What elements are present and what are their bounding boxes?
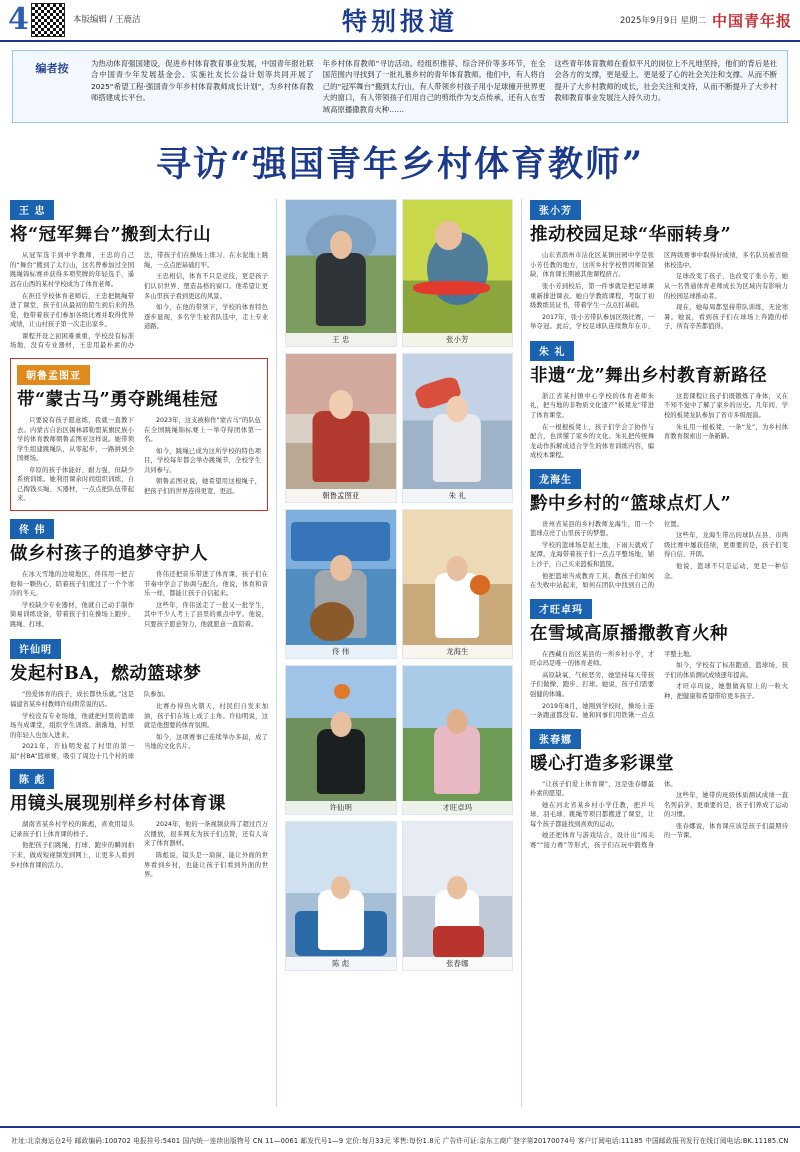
paragraph: 贵州省某县的乡村教师龙海生，用一个篮球点亮了山里孩子的梦想。 bbox=[530, 520, 654, 538]
article-body bbox=[10, 251, 268, 351]
article-zhangchunna bbox=[530, 728, 788, 851]
paragraph: 2019年8月，她刚到学校时，操场上连一条跑道都没有。她和同事们用铁锹一点点平整土地。 bbox=[530, 650, 696, 720]
left-column bbox=[10, 199, 268, 1107]
photo-row-5 bbox=[285, 821, 513, 971]
paragraph: 湖南省某乡村学校的陈彪，喜欢用镜头记录孩子们上体育课的样子。 bbox=[10, 821, 134, 838]
article-xuxianming bbox=[10, 638, 268, 761]
article-tongwei bbox=[10, 518, 268, 631]
paragraph: 在担任学校体育老师后，王忠把跳绳带进了课堂，孩子们从最初的陌生到后来的热爱，他带着孩子们参加各级比赛并取得优异成绩，让山村孩子第一次走出家乡。 bbox=[10, 292, 134, 329]
paragraph: 朝鲁孟图亚说，她希望用这根绳子，把孩子们的世界连得更宽、更远。 bbox=[144, 478, 261, 495]
paragraph: 张春娜说，体育课应该是孩子们最期待的一节课。 bbox=[664, 822, 788, 840]
column-divider bbox=[521, 199, 522, 1107]
paragraph: “让孩子们爱上体育课”，这是张春娜最朴素的愿望。 bbox=[530, 780, 654, 798]
byline-tag: 龙海生 bbox=[530, 469, 581, 489]
paragraph: 他说，篮球不只是运动，更是一种信念。 bbox=[664, 563, 788, 580]
article-columns bbox=[0, 199, 800, 1107]
article-title: 将“冠军舞台”搬到太行山 bbox=[10, 225, 212, 246]
article-title: 暖心打造多彩课堂 bbox=[530, 753, 674, 774]
article-wangzhong bbox=[10, 199, 268, 351]
byline-tag: 佟 伟 bbox=[10, 519, 54, 539]
paragraph: 从冠军选手到中学教师，王忠的自己的“舞台”搬到了太行山，这名曾参加过全国跳绳锦标赛并获得多项奖牌的年轻选手，遥远在山西的某村学校成为了体育老师。 bbox=[10, 252, 134, 289]
paragraph: 2017年，张小芳带队参加区级比赛，一举夺冠。此后，学校足球队连续数年在市、区两级赛事中取得好成绩，多名队员被省级体校选中。 bbox=[530, 252, 788, 331]
paragraph: 山东省滨州市沾化区某镇田园中学是张小芳任教的地方，这所乡村学校曾因师资紧缺，体育课长期被其他课程挤占。 bbox=[530, 252, 654, 279]
photo-caption: 朱 礼 bbox=[403, 489, 513, 502]
paragraph: 如今，跳绳已成为这所学校的特色项目，学校每年都会举办跳绳节，全校学生共同参与。 bbox=[144, 447, 261, 474]
byline-tag: 才旺卓玛 bbox=[530, 599, 592, 619]
article-body bbox=[10, 820, 268, 879]
paragraph: 在一根根板凳上，孩子们学会了协作与配合，也读懂了家乡的文化。朱礼把传统舞龙动作拆解成适合学生的体育训练内容，编成校本课程。 bbox=[530, 423, 654, 460]
photo-tongwei bbox=[285, 509, 397, 659]
paragraph: 比赛办得热火朝天，村民们自发来加油，孩子们在场上成了主角。许仙明说，这就是他想要的体育氛围。 bbox=[144, 702, 268, 730]
article-title: 黔中乡村的“篮球点灯人” bbox=[530, 493, 732, 514]
byline-tag: 朝鲁孟图亚 bbox=[17, 365, 90, 385]
byline-tag: 王 忠 bbox=[10, 200, 54, 220]
paragraph: 学校的篮球场是泥土地，下雨天就成了泥潭。龙海带着孩子们一点点平整场地，铺上沙子，自己买来篮板和篮筐。 bbox=[530, 541, 654, 569]
paragraph: 她在河北省某乡村小学任教，把乒乓球、羽毛球、跳绳等项目都搬进了课堂，让每个孩子都能找到喜欢的运动。 bbox=[530, 801, 654, 828]
paragraph: 这套课程让孩子们既锻炼了身体，又在不知不觉中了解了家乡的历史。几年间，学校的板凳龙队参加了省市多级展演。 bbox=[664, 392, 788, 419]
paragraph: 她还把体育与游戏结合，设计出“闯关赛”“接力赛”等形式，孩子们在玩中锻炼身体。 bbox=[530, 780, 677, 850]
right-column bbox=[530, 199, 788, 1107]
photo-caption: 龙海生 bbox=[403, 645, 513, 658]
photo-cairangzhuoma bbox=[402, 665, 514, 815]
paragraph: 如今，学校有了标准跑道、篮球场，孩子们的体质测试成绩逐年提高。 bbox=[664, 662, 788, 679]
paragraph: 这些年，龙海生带出的球队在县、市两级比赛中屡获佳绩，更重要的是，孩子们变得自信、开朗。 bbox=[664, 532, 788, 559]
article-body bbox=[530, 780, 788, 851]
byline-tag: 陈 彪 bbox=[10, 769, 54, 789]
photo-chaolumengtuya bbox=[285, 353, 397, 503]
photo-caption: 才旺卓玛 bbox=[403, 801, 513, 814]
section-title: 特别报道 bbox=[341, 7, 458, 36]
paragraph: 在西藏自治区某县的一所乡村小学，才旺卓玛是唯一的体育老师。 bbox=[530, 650, 654, 668]
article-cairangzhuoma bbox=[530, 598, 788, 721]
photo-caption: 朝鲁孟图亚 bbox=[286, 489, 396, 502]
article-body bbox=[530, 650, 788, 721]
photo-wangzhong bbox=[285, 199, 397, 347]
photo-caption: 佟 伟 bbox=[286, 645, 396, 658]
editor-note bbox=[12, 50, 788, 123]
paragraph: 学校缺少专业器材，他就自己动手制作简易训练设备，带着孩子们在操场上跑步、跳绳、打球。 bbox=[10, 601, 134, 628]
article-title: 带“蒙古马”勇夺跳绳桂冠 bbox=[17, 389, 219, 410]
photo-zhangchunna bbox=[402, 821, 514, 971]
paragraph: “热爱体育的孩子，成长都快乐就。”这是福建省某乡村教师许仙明常说的话。 bbox=[10, 691, 134, 708]
paragraph: 朱礼用一根板凳、一条“龙”，为乡村体育教育探索出一条新路。 bbox=[664, 423, 788, 441]
page-headline: 寻访“强国青年乡村体育教师” bbox=[155, 144, 645, 186]
editor-note-label: 编者按 bbox=[35, 62, 69, 75]
paragraph: 高原缺氧、气候恶劣，她坚持每天带孩子们做操、跑步、打球。她说，孩子们需要强健的体魄。 bbox=[530, 671, 654, 698]
byline-tag: 张春娜 bbox=[530, 729, 581, 749]
photo-column bbox=[285, 199, 513, 1107]
photo-caption: 张春娜 bbox=[403, 957, 513, 970]
paragraph: 他把孩子们跳绳、打球、跑步的瞬间拍下来，做成短视频发到网上，让更多人看到乡村体育课的活力。 bbox=[10, 842, 134, 869]
masthead bbox=[0, 0, 800, 42]
article-title: 在雪域高原播撒教育火种 bbox=[530, 623, 728, 644]
paragraph: 佟伟还把音乐带进了体育课，孩子们在节奏中学会了协调与配合。他说，体育和音乐一样，都能让孩子自信起来。 bbox=[144, 571, 268, 598]
byline-tag: 许仙明 bbox=[10, 639, 61, 659]
photo-zhuli bbox=[402, 353, 514, 503]
paragraph: 如今，在他的带领下，学校的体育特色逐步显现，多名学生被省队选中，走上专业道路。 bbox=[144, 304, 268, 331]
paragraph: 2021年，许仙明发起了村里的第一届“村BA”篮球赛，吸引了周边十几个村的球队参加。 bbox=[10, 691, 170, 760]
photo-row-4 bbox=[285, 665, 513, 815]
article-title: 非遗“龙”舞出乡村教育新路径 bbox=[530, 365, 768, 386]
photo-caption: 王 忠 bbox=[286, 333, 396, 346]
paragraph: 现在，她每周都坚持带队训练，无论寒暑。她说，看到孩子们在球场上奔跑的样子，所有辛苦都值得。 bbox=[664, 304, 788, 331]
editor-note-para-3: 这些青年体育教师在看似平凡的岗位上不凡地坚持，他们的背后是社会各方的支撑，更是爱上、更是爱了心的社会关注和支撑。从而不断提升了大乡村教师的成长，社会关注和支持，从而不断提升了大乡村教师教育事业发展注入持久动力。 bbox=[554, 59, 778, 103]
paragraph: 2023年，这支被称作“蒙古马”的队伍在全国跳绳锦标赛上一举夺得团体第一名。 bbox=[144, 416, 261, 444]
paragraph: 草原的孩子体能好、耐力强，但缺少系统训练。她利用课余时间组织训练，自己掏钱买绳、买器材，一点点把队伍带起来。 bbox=[17, 466, 134, 503]
photo-caption: 陈 彪 bbox=[286, 957, 396, 970]
paragraph: 如今，这项赛事已连续举办多届，成了当地的文化名片。 bbox=[144, 733, 268, 751]
article-chaolumengtuya bbox=[10, 358, 268, 511]
paragraph: 学校没有专业场地，他就把村里的篮球场当成课堂，组织学生训练。渐渐地，村里的年轻人也加入进来。 bbox=[10, 712, 134, 739]
article-body bbox=[17, 416, 261, 504]
photo-zhangxiaofang bbox=[402, 199, 514, 347]
article-body bbox=[530, 520, 788, 591]
paragraph: 浙江省某村镇中心学校的体育老师朱礼，把当地的非物质文化遗产“板凳龙”带进了体育课堂。 bbox=[530, 392, 654, 419]
photo-longhaisheng bbox=[402, 509, 514, 659]
paragraph: 张小芳到校后，第一件事就是把足球课重新排进课表。她自学教练课程，考取了初级教练员证书，带着学生一点点打基础。 bbox=[530, 283, 654, 310]
column-divider bbox=[276, 199, 277, 1107]
photo-xuxianming bbox=[285, 665, 397, 815]
article-title: 做乡村孩子的追梦守护人 bbox=[10, 544, 208, 565]
article-chenbiao bbox=[10, 768, 268, 879]
editor-credit: 本版编辑 / 王鹿洁 bbox=[72, 14, 141, 25]
article-title: 用镜头展现别样乡村体育课 bbox=[10, 794, 226, 815]
paragraph: 只要说有孩子愿意练，我就一直教下去。内蒙古自治区锡林郭勒盟某旗民族小学的体育教师朝鲁孟图亚这样说。她带领学生组建跳绳队，从零起步，一路拼到全国赛场。 bbox=[17, 416, 134, 463]
issue-date: 2025年9月9日 星期二 bbox=[619, 16, 706, 26]
article-title: 发起村BA，燃动篮球梦 bbox=[10, 664, 202, 685]
article-longhaisheng bbox=[530, 468, 788, 591]
page-footer: 社址:北京海运仓2号 邮政编码:100702 电报挂号:5401 国内统一连续出版物号 CN 11—0061 邮发代号1—9 定价:每月33元 零售:每份1.8元 广告许可证:京东工商广登字第20170074号 客户订阅电话:11185 中国邮政报刊发行在线订阅电话:BK.11185.CN bbox=[0, 1126, 800, 1152]
paragraph: 他把篮球当成教育工具，教孩子们如何在失败中站起来，如何在团队中找到自己的位置。 bbox=[530, 520, 683, 590]
photo-chenbiao bbox=[285, 821, 397, 971]
photo-caption: 许仙明 bbox=[286, 801, 396, 814]
paragraph: 在冰天雪地的边境地区，佟伟用一把吉他和一颗热心，陪着孩子们度过了一个个寒冷的冬天。 bbox=[10, 571, 134, 598]
article-zhangxiaofang bbox=[530, 199, 788, 333]
paragraph: 陈彪说，镜头是一扇窗，能让外面的世界看到乡村，也能让孩子们看到外面的世界。 bbox=[144, 852, 268, 879]
newspaper-brand: 中国青年报 bbox=[711, 11, 792, 30]
article-zhuli bbox=[530, 340, 788, 461]
editor-note-para-2: 年乡村体育教师”寻访活动。经组织推荐、综合评价等多环节，在全国范围内寻找到了一批礼慕乡村的青年体育教师。他们中，有人将自己的“冠军舞台”搬到太行山，有人带领乡村孩子用小足球撞开世界更大的窗口，有人带领孩子们用自己的剪纸作为支点传承，还有人在雪域高原播撒教育火种…… bbox=[322, 59, 546, 114]
paragraph: 2024年，他的一条视频获得了超过百万次播放，很多网友为孩子们点赞，还有人寄来了体育器材。 bbox=[144, 821, 268, 848]
article-body bbox=[10, 570, 268, 631]
paragraph: 王忠相信，体育不只是竞技，更是孩子们认识世界、塑造品格的窗口。他希望让更多山里孩子看到更远的风景。 bbox=[144, 273, 268, 300]
paragraph: 才旺卓玛说，她想做高原上的一粒火种，把健康和希望带给更多孩子。 bbox=[664, 683, 788, 700]
photo-row-2 bbox=[285, 353, 513, 503]
article-body bbox=[530, 392, 788, 461]
page-number: 4 bbox=[8, 2, 29, 37]
photo-row-3 bbox=[285, 509, 513, 659]
paragraph: 课程开设之初困难重重，学校没有标准场地，没有专业器材，王忠用最朴素的办法，带孩子们在操场上练习、在水泥地上跳绳，一点点把基础打牢。 bbox=[10, 252, 268, 350]
byline-tag: 朱 礼 bbox=[530, 341, 574, 361]
article-body bbox=[10, 690, 268, 761]
byline-tag: 张小芳 bbox=[530, 200, 581, 220]
paragraph: 足球改变了孩子，也改变了张小芳，她从一名普通体育老师成长为区域内有影响力的校园足球推动者。 bbox=[664, 273, 788, 300]
article-body bbox=[530, 251, 788, 333]
paragraph: 这些年，佟伟送走了一批又一批学生，其中不少人考上了县里的重点中学。他说，只要孩子愿意努力，他就愿意一直陪着。 bbox=[144, 601, 268, 628]
paragraph: 这些年，她带的班级体质测试成绩一直名列前茅，更重要的是，孩子们养成了运动的习惯。 bbox=[664, 792, 788, 819]
photo-caption: 张小芳 bbox=[403, 333, 513, 346]
photo-row-1 bbox=[285, 199, 513, 347]
editor-note-para-1: 为热动体育强国建设，促进乡村体育教育事业发展，中国青年报社联合中国青少年发展基金会、实施社友长公益计划等共同开展了2025“希望工程·强国青少年乡村体育教师成长计划”，为乡村体育教师搭建成长平台。 bbox=[91, 59, 314, 103]
article-title: 推动校园足球“华丽转身” bbox=[530, 225, 732, 246]
